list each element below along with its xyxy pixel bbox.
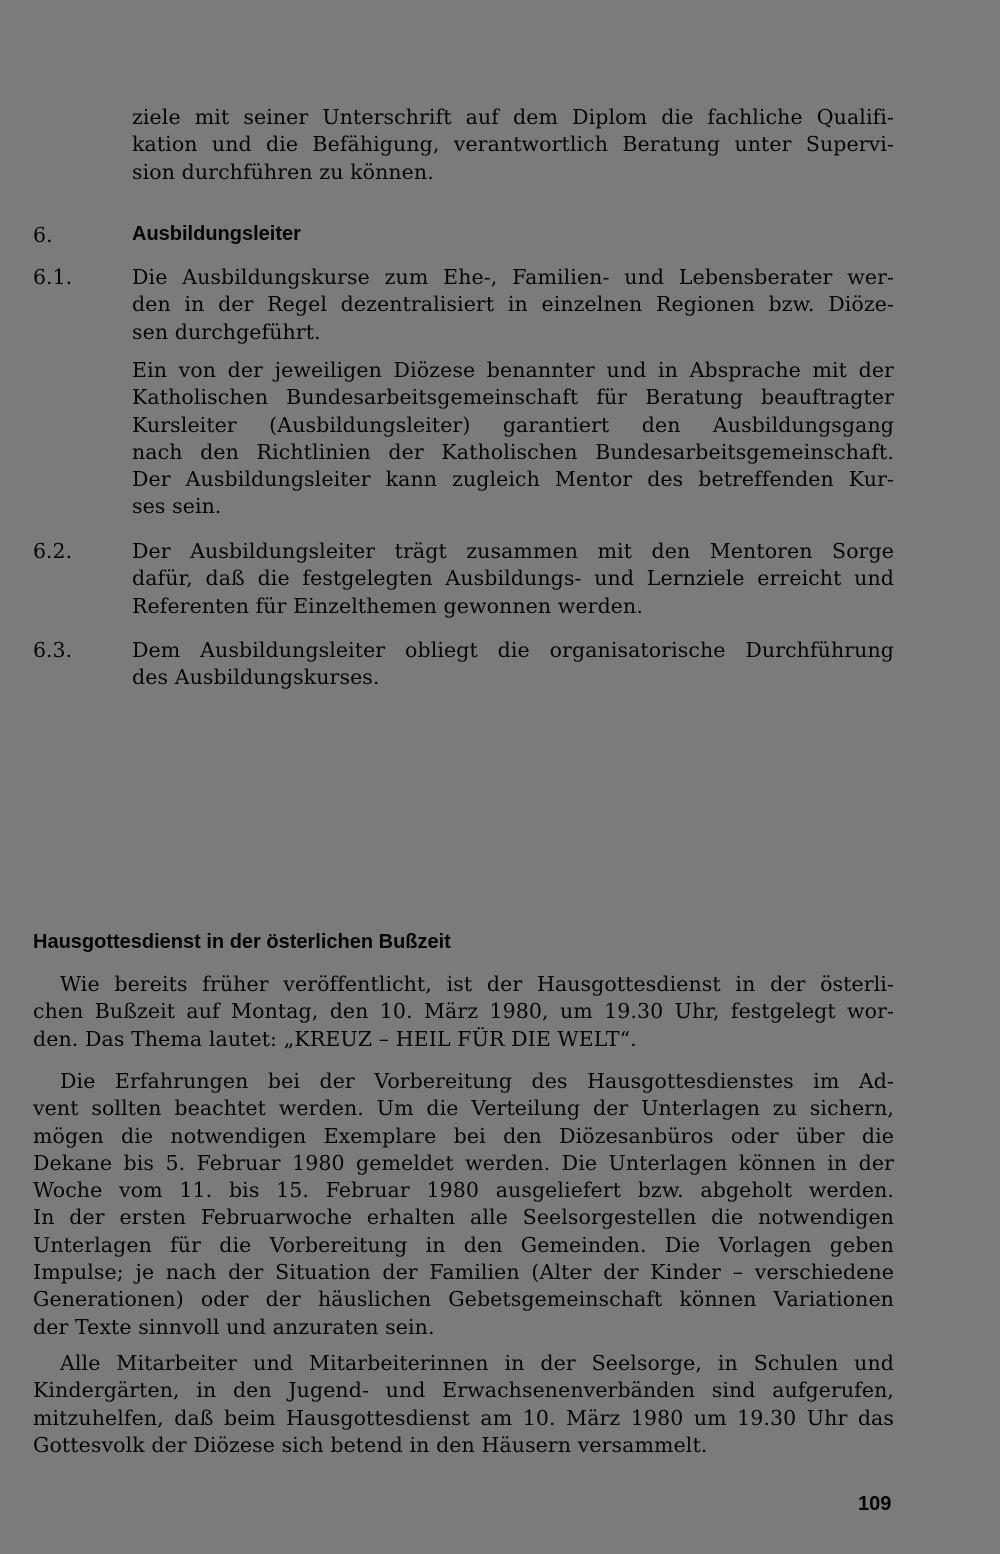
text-line: chen Bußzeit auf Montag, den 10. März 1980, um 19.30 Uhr, festgelegt wor- (33, 999, 894, 1024)
text-line: mögen die notwendigen Exemplare bei den Diözesanbüros oder über die (33, 1123, 894, 1148)
text-line: den in der Regel dezentralisiert in einzelnen Regionen bzw. Diöze- (132, 292, 894, 317)
section-title: Ausbildungsleiter (132, 223, 301, 245)
text-line: vent sollten beachtet werden. Um die Verteilung der Unterlagen zu sichern, (33, 1096, 894, 1121)
text-line: des Ausbildungskurses. (132, 665, 380, 690)
continuation-paragraph (132, 104, 894, 186)
article-paragraph (33, 1068, 894, 1341)
text-line: Impulse; je nach der Situation der Familien (Alter der Kinder – verschiedene (33, 1260, 894, 1285)
text-line: ses sein. (132, 494, 222, 519)
text-line: Alle Mitarbeiter und Mitarbeiterinnen in der Seelsorge, in Schulen und (60, 1351, 894, 1375)
text-line: Woche vom 11. bis 15. Februar 1980 ausgeliefert bzw. abgeholt werden. (33, 1178, 894, 1203)
text-line: In der ersten Februarwoche erhalten alle Seelsorgestellen die notwendigen (33, 1205, 894, 1230)
text-line: Generationen) oder der häuslichen Gebetsgemeinschaft können Variationen (33, 1287, 894, 1312)
text-line: Gottesvolk der Diözese sich betend in den Häusern versammelt. (33, 1432, 708, 1457)
item-number: 6.2. (33, 539, 73, 563)
item-paragraph (132, 538, 894, 620)
text-line: Der Ausbildungsleiter kann zugleich Mentor des betreffenden Kur- (132, 467, 894, 492)
text-line: sen durchgeführt. (132, 319, 321, 344)
item-number: 6.3. (33, 638, 73, 662)
item-number: 6.1. (33, 265, 73, 289)
item-paragraph (132, 637, 894, 692)
article-title: Hausgottesdienst in der österlichen Bußzeit (33, 931, 451, 953)
page-number: 109 (858, 1493, 892, 1515)
text-line: Unterlagen für die Vorbereitung in den Gemeinden. Die Vorlagen geben (33, 1232, 894, 1257)
text-line: sion durchführen zu können. (132, 159, 434, 184)
text-line: Dem Ausbildungsleiter obliegt die organisatorische Durchführung (132, 638, 894, 662)
item-paragraph (132, 357, 894, 521)
text-line: kation und die Befähigung, verantwortlich Beratung unter Supervi- (132, 132, 894, 157)
article-paragraph (33, 1350, 894, 1459)
text-line: Ein von der jeweiligen Diözese benannter und in Absprache mit der (132, 358, 894, 382)
text-line: Referenten für Einzelthemen gewonnen werden. (132, 593, 643, 618)
text-line: nach den Richtlinien der Katholischen Bundesarbeitsgemeinschaft. (132, 439, 894, 464)
text-line: Der Ausbildungsleiter trägt zusammen mit den Mentoren Sorge (132, 539, 894, 563)
text-line: den. Das Thema lautet: „KREUZ – HEIL FÜR DIE WELT“. (33, 1026, 637, 1051)
section-number: 6. (33, 223, 53, 247)
text-line: dafür, daß die festgelegten Ausbildungs- und Lernziele erreicht und (132, 566, 894, 591)
article-paragraph (33, 971, 894, 1053)
text-line: mitzuhelfen, daß beim Hausgottesdienst am 10. März 1980 um 19.30 Uhr das (33, 1405, 894, 1430)
text-line: ziele mit seiner Unterschrift auf dem Diplom die fachliche Qualifi- (132, 105, 894, 129)
item-paragraph (132, 264, 894, 346)
text-line: Wie bereits früher veröffentlicht, ist der Hausgottesdienst in der österli- (60, 972, 894, 996)
text-line: der Texte sinnvoll und anzuraten sein. (33, 1314, 435, 1339)
text-line: Kursleiter (Ausbildungsleiter) garantiert den Ausbildungsgang (132, 412, 894, 437)
text-line: Katholischen Bundesarbeitsgemeinschaft für Beratung beauftragter (132, 385, 894, 410)
text-line: Die Ausbildungskurse zum Ehe-, Familien- und Lebensberater wer- (132, 265, 894, 289)
text-line: Die Erfahrungen bei der Vorbereitung des Hausgottesdienstes im Ad- (60, 1069, 894, 1093)
text-line: Dekane bis 5. Februar 1980 gemeldet werden. Die Unterlagen können in der (33, 1150, 894, 1175)
text-line: Kindergärten, in den Jugend- und Erwachsenenverbänden sind aufgerufen, (33, 1378, 894, 1403)
